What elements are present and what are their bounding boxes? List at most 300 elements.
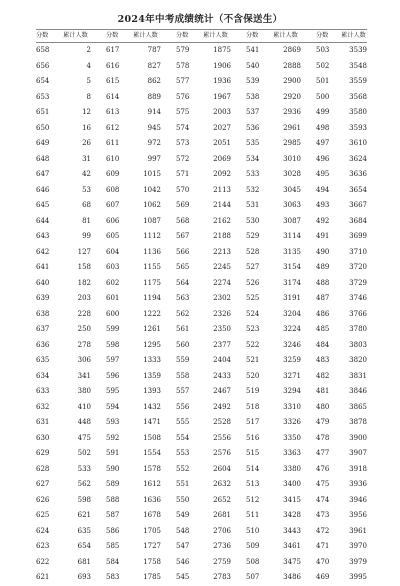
header-cumulative: 累计人数 (273, 32, 298, 39)
score-cell: 480 (316, 402, 330, 411)
score-cell: 551 (176, 480, 190, 488)
score-cell: 498 (316, 123, 330, 132)
table-row (36, 167, 367, 183)
table-row (36, 415, 367, 431)
cumulative-count-cell: 3028 (283, 170, 301, 178)
score-cell: 475 (316, 480, 330, 488)
score-cell: 656 (36, 61, 50, 70)
cumulative-count-cell: 3174 (283, 278, 301, 287)
cumulative-count-cell: 3803 (349, 340, 367, 349)
cumulative-count-cell: 1295 (143, 340, 161, 349)
score-cell: 616 (106, 61, 120, 70)
score-cell: 568 (176, 216, 190, 225)
score-cell: 499 (316, 108, 330, 116)
score-cell: 557 (176, 387, 190, 395)
table-row (36, 524, 367, 540)
score-cell: 584 (106, 557, 120, 566)
score-cell: 637 (36, 325, 50, 333)
score-cell: 555 (176, 418, 190, 426)
cumulative-count-cell: 3918 (349, 464, 367, 473)
score-cell: 548 (176, 526, 190, 535)
cumulative-count-cell: 3400 (283, 480, 301, 488)
score-cell: 578 (176, 61, 190, 70)
cumulative-count-cell: 3154 (283, 263, 301, 271)
cumulative-count-cell: 3995 (349, 573, 367, 581)
score-cell: 486 (316, 309, 330, 318)
cumulative-count-cell: 99 (82, 232, 91, 240)
cumulative-count-cell: 2188 (213, 232, 231, 240)
table-row (36, 90, 367, 106)
header-score: 分数 (246, 32, 259, 39)
cumulative-count-cell: 2404 (213, 356, 231, 364)
cumulative-count-cell: 475 (77, 433, 91, 442)
score-cell: 490 (316, 247, 330, 256)
score-cell: 473 (316, 511, 330, 519)
score-cell: 562 (176, 309, 190, 318)
score-cell: 488 (316, 278, 330, 287)
cumulative-count-cell: 621 (77, 511, 91, 519)
score-cell: 515 (246, 449, 260, 457)
cumulative-count-cell: 3010 (283, 154, 301, 163)
score-cell: 559 (176, 356, 190, 364)
cumulative-count-cell: 1359 (143, 371, 161, 380)
cumulative-count-cell: 127 (77, 247, 91, 256)
score-cell: 497 (316, 139, 330, 147)
cumulative-count-cell: 53 (82, 185, 91, 194)
score-cell: 613 (106, 108, 120, 116)
cumulative-count-cell: 2326 (213, 309, 231, 318)
table-body (36, 43, 367, 586)
cumulative-count-cell: 889 (147, 92, 161, 101)
cumulative-count-cell: 2274 (213, 278, 231, 287)
score-cell: 540 (246, 61, 260, 70)
score-cell: 514 (246, 464, 260, 473)
score-cell: 630 (36, 433, 50, 442)
cumulative-count-cell: 2759 (213, 557, 231, 566)
cumulative-count-cell: 1636 (143, 495, 161, 504)
cumulative-count-cell: 2681 (213, 511, 231, 519)
table-row (36, 105, 367, 121)
cumulative-count-cell: 3135 (283, 247, 301, 256)
cumulative-count-cell: 2350 (213, 325, 231, 333)
score-cell: 561 (176, 325, 190, 333)
cumulative-count-cell: 2556 (213, 433, 231, 442)
score-cell: 604 (106, 247, 120, 256)
score-cell: 532 (246, 185, 260, 194)
cumulative-count-cell: 5 (86, 77, 91, 85)
header-cumulative: 累计人数 (133, 32, 158, 39)
cumulative-count-cell: 1705 (143, 526, 161, 535)
cumulative-count-cell: 2652 (213, 495, 231, 504)
score-cell: 493 (316, 201, 330, 209)
cumulative-count-cell: 3310 (283, 402, 301, 411)
table-row (36, 59, 367, 75)
score-cell: 569 (176, 201, 190, 209)
cumulative-count-cell: 1261 (143, 325, 161, 333)
cumulative-count-cell: 3114 (283, 232, 301, 240)
cumulative-count-cell: 3568 (349, 92, 367, 101)
cumulative-count-cell: 3415 (283, 495, 301, 504)
cumulative-count-cell: 3865 (349, 402, 367, 411)
score-cell: 476 (316, 464, 330, 473)
score-cell: 585 (106, 542, 120, 550)
cumulative-count-cell: 2900 (283, 77, 301, 85)
score-cell: 623 (36, 542, 50, 550)
table-row (36, 400, 367, 416)
score-cell: 527 (246, 263, 260, 271)
score-cell: 599 (106, 325, 120, 333)
cumulative-count-cell: 3294 (283, 387, 301, 395)
table-row (36, 260, 367, 276)
table-row (36, 477, 367, 493)
score-cell: 590 (106, 464, 120, 473)
score-cell: 570 (176, 185, 190, 194)
score-cell: 647 (36, 170, 50, 178)
cumulative-count-cell: 3548 (349, 61, 367, 70)
header-cumulative: 累计人数 (63, 32, 88, 39)
cumulative-count-cell: 2736 (213, 542, 231, 550)
cumulative-count-cell: 3271 (283, 371, 301, 380)
score-cell: 491 (316, 232, 330, 240)
score-cell: 564 (176, 278, 190, 287)
cumulative-count-cell: 12 (82, 108, 91, 116)
score-cell: 539 (246, 77, 260, 85)
table-row (36, 322, 367, 338)
score-cell: 552 (176, 464, 190, 473)
cumulative-count-cell: 654 (77, 542, 91, 550)
cumulative-count-cell: 3878 (349, 418, 367, 426)
score-cell: 609 (106, 170, 120, 178)
cumulative-count-cell: 3580 (349, 108, 367, 116)
score-cell: 502 (316, 61, 330, 70)
cumulative-count-cell: 68 (82, 201, 91, 209)
cumulative-count-cell: 693 (77, 573, 91, 581)
cumulative-count-cell: 182 (77, 278, 91, 287)
cumulative-count-cell: 3363 (283, 449, 301, 457)
cumulative-count-cell: 2069 (213, 154, 231, 163)
score-cell: 587 (106, 511, 120, 519)
header-score: 分数 (176, 32, 189, 39)
cumulative-count-cell: 3970 (349, 542, 367, 550)
cumulative-count-cell: 3746 (349, 294, 367, 302)
score-cell: 588 (106, 495, 120, 504)
table-row (36, 229, 367, 245)
score-cell: 521 (246, 356, 260, 364)
table-header (36, 30, 367, 42)
score-cell: 503 (316, 46, 330, 54)
cumulative-count-cell: 2869 (283, 46, 301, 54)
score-cell: 628 (36, 464, 50, 473)
table-row (36, 508, 367, 524)
score-cell: 605 (106, 232, 120, 240)
score-cell: 635 (36, 356, 50, 364)
score-cell: 496 (316, 154, 330, 163)
score-cell: 482 (316, 371, 330, 380)
score-cell: 494 (316, 185, 330, 194)
score-cell: 594 (106, 402, 120, 411)
cumulative-count-cell: 1155 (143, 263, 161, 271)
score-cell: 528 (246, 247, 260, 256)
cumulative-count-cell: 1612 (143, 480, 161, 488)
cumulative-count-cell: 2162 (213, 216, 231, 225)
cumulative-count-cell: 2985 (283, 139, 301, 147)
cumulative-count-cell: 1432 (143, 402, 161, 411)
score-cell: 484 (316, 340, 330, 349)
score-cell: 597 (106, 356, 120, 364)
header-score: 分数 (36, 32, 49, 39)
score-cell: 611 (106, 139, 120, 147)
cumulative-count-cell: 1042 (143, 185, 161, 194)
table-row (36, 431, 367, 447)
cumulative-count-cell: 598 (77, 495, 91, 504)
cumulative-count-cell: 1727 (143, 542, 161, 550)
score-cell: 534 (246, 154, 260, 163)
table-row (36, 152, 367, 168)
cumulative-count-cell: 1508 (143, 433, 161, 442)
score-cell: 651 (36, 108, 50, 116)
score-cell: 469 (316, 573, 330, 581)
score-cell: 529 (246, 232, 260, 240)
score-cell: 638 (36, 309, 50, 318)
cumulative-count-cell: 787 (147, 46, 161, 54)
table-row (36, 276, 367, 292)
score-cell: 634 (36, 371, 50, 380)
cumulative-count-cell: 1175 (143, 278, 161, 287)
cumulative-count-cell: 997 (147, 154, 161, 163)
table-row (36, 555, 367, 571)
score-cell: 622 (36, 557, 50, 566)
score-cell: 481 (316, 387, 330, 395)
cumulative-count-cell: 26 (82, 139, 91, 147)
score-cell: 579 (176, 46, 190, 54)
cumulative-count-cell: 42 (82, 170, 91, 178)
cumulative-count-cell: 3259 (283, 356, 301, 364)
score-cell: 646 (36, 185, 50, 194)
score-cell: 483 (316, 356, 330, 364)
score-cell: 606 (106, 216, 120, 225)
score-cell: 644 (36, 216, 50, 225)
cumulative-count-cell: 3380 (283, 464, 301, 473)
score-cell: 531 (246, 201, 260, 209)
score-cell: 553 (176, 449, 190, 457)
score-cell: 650 (36, 123, 50, 132)
score-cell: 621 (36, 573, 50, 581)
score-cell: 567 (176, 232, 190, 240)
document-title: 2024年中考成绩统计（不含保送生） (117, 14, 283, 25)
score-cell: 573 (176, 139, 190, 147)
cumulative-count-cell: 972 (147, 139, 161, 147)
cumulative-count-cell: 3443 (283, 526, 301, 535)
score-cell: 558 (176, 371, 190, 380)
cumulative-count-cell: 2 (86, 46, 91, 54)
score-cell: 642 (36, 247, 50, 256)
cumulative-count-cell: 2936 (283, 108, 301, 116)
score-cell: 471 (316, 542, 330, 550)
table-row (36, 446, 367, 462)
cumulative-count-cell: 306 (77, 356, 91, 364)
score-cell: 624 (36, 526, 50, 535)
score-cell: 608 (106, 185, 120, 194)
score-cell: 530 (246, 216, 260, 225)
score-cell: 593 (106, 418, 120, 426)
cumulative-count-cell: 2302 (213, 294, 231, 302)
score-cell: 610 (106, 154, 120, 163)
cumulative-count-cell: 3820 (349, 356, 367, 364)
score-cell: 586 (106, 526, 120, 535)
table-row (36, 183, 367, 199)
score-cell: 472 (316, 526, 330, 535)
cumulative-count-cell: 2632 (213, 480, 231, 488)
cumulative-count-cell: 3246 (283, 340, 301, 349)
cumulative-count-cell: 533 (77, 464, 91, 473)
score-cell: 574 (176, 123, 190, 132)
cumulative-count-cell: 562 (77, 480, 91, 488)
cumulative-count-cell: 4 (86, 61, 91, 70)
cumulative-count-cell: 278 (77, 340, 91, 349)
header-score: 分数 (316, 32, 329, 39)
cumulative-count-cell: 1554 (143, 449, 161, 457)
table-row (36, 384, 367, 400)
score-cell: 595 (106, 387, 120, 395)
cumulative-count-cell: 8 (86, 92, 91, 101)
score-cell: 572 (176, 154, 190, 163)
cumulative-count-cell: 3636 (349, 170, 367, 178)
table-row (36, 214, 367, 230)
score-cell: 556 (176, 402, 190, 411)
cumulative-count-cell: 3610 (349, 139, 367, 147)
cumulative-count-cell: 3979 (349, 557, 367, 566)
cumulative-count-cell: 1015 (143, 170, 161, 178)
cumulative-count-cell: 2144 (213, 201, 231, 209)
cumulative-count-cell: 1333 (143, 356, 161, 364)
score-cell: 474 (316, 495, 330, 504)
header-cumulative: 累计人数 (203, 32, 228, 39)
cumulative-count-cell: 2003 (213, 108, 231, 116)
score-cell: 513 (246, 480, 260, 488)
cumulative-count-cell: 1222 (143, 309, 161, 318)
cumulative-count-cell: 1906 (213, 61, 231, 70)
cumulative-count-cell: 3224 (283, 325, 301, 333)
score-cell: 639 (36, 294, 50, 302)
cumulative-count-cell: 681 (77, 557, 91, 566)
score-cell: 636 (36, 340, 50, 349)
cumulative-count-cell: 410 (77, 402, 91, 411)
score-cell: 512 (246, 495, 260, 504)
score-cell: 643 (36, 232, 50, 240)
table-row (36, 369, 367, 385)
score-cell: 549 (176, 511, 190, 519)
cumulative-count-cell: 3559 (349, 77, 367, 85)
score-cell: 600 (106, 309, 120, 318)
score-cell: 501 (316, 77, 330, 85)
cumulative-count-cell: 2888 (283, 61, 301, 70)
score-cell: 518 (246, 402, 260, 411)
score-cell: 654 (36, 77, 50, 85)
score-cell: 524 (246, 309, 260, 318)
table-row (36, 74, 367, 90)
cumulative-count-cell: 3428 (283, 511, 301, 519)
cumulative-count-cell: 341 (77, 371, 91, 380)
score-cell: 554 (176, 433, 190, 442)
cumulative-count-cell: 380 (77, 387, 91, 395)
score-cell: 477 (316, 449, 330, 457)
score-cell: 612 (106, 123, 120, 132)
cumulative-count-cell: 2377 (213, 340, 231, 349)
cumulative-count-cell: 3045 (283, 185, 301, 194)
cumulative-count-cell: 2604 (213, 464, 231, 473)
score-cell: 607 (106, 201, 120, 209)
score-cell: 526 (246, 278, 260, 287)
cumulative-count-cell: 1194 (143, 294, 161, 302)
score-cell: 602 (106, 278, 120, 287)
cumulative-count-cell: 827 (147, 61, 161, 70)
score-cell: 536 (246, 123, 260, 132)
score-cell: 547 (176, 542, 190, 550)
cumulative-count-cell: 2961 (283, 123, 301, 132)
score-cell: 640 (36, 278, 50, 287)
cumulative-count-cell: 3063 (283, 201, 301, 209)
table-row (36, 291, 367, 307)
cumulative-count-cell: 3766 (349, 309, 367, 318)
score-cell: 576 (176, 92, 190, 101)
score-cell: 550 (176, 495, 190, 504)
score-cell: 658 (36, 46, 50, 54)
score-cell: 627 (36, 480, 50, 488)
score-cell: 545 (176, 573, 190, 581)
score-cell: 537 (246, 108, 260, 116)
score-cell: 495 (316, 170, 330, 178)
score-cell: 492 (316, 216, 330, 225)
cumulative-count-cell: 203 (77, 294, 91, 302)
cumulative-count-cell: 3729 (349, 278, 367, 287)
score-cell: 519 (246, 387, 260, 395)
cumulative-count-cell: 158 (77, 263, 91, 271)
score-cell: 653 (36, 92, 50, 101)
cumulative-count-cell: 16 (82, 123, 91, 132)
cumulative-count-cell: 228 (77, 309, 91, 318)
cumulative-count-cell: 3780 (349, 325, 367, 333)
cumulative-count-cell: 2092 (213, 170, 231, 178)
table-row (36, 493, 367, 509)
score-cell: 507 (246, 573, 260, 581)
cumulative-count-cell: 3326 (283, 418, 301, 426)
cumulative-count-cell: 2783 (213, 573, 231, 581)
cumulative-count-cell: 2706 (213, 526, 231, 535)
cumulative-count-cell: 3624 (349, 154, 367, 163)
score-cell: 516 (246, 433, 260, 442)
score-cell: 525 (246, 294, 260, 302)
score-cell: 592 (106, 433, 120, 442)
cumulative-count-cell: 1785 (143, 573, 161, 581)
cumulative-count-cell: 3350 (283, 433, 301, 442)
score-cell: 546 (176, 557, 190, 566)
score-cell: 509 (246, 542, 260, 550)
cumulative-count-cell: 3907 (349, 449, 367, 457)
score-cell: 641 (36, 263, 50, 271)
table-row (36, 136, 367, 152)
score-cell: 541 (246, 46, 260, 54)
score-cell: 560 (176, 340, 190, 349)
score-cell: 633 (36, 387, 50, 395)
cumulative-count-cell: 1967 (213, 92, 231, 101)
table-row (36, 353, 367, 369)
score-cell: 489 (316, 263, 330, 271)
cumulative-count-cell: 635 (77, 526, 91, 535)
cumulative-count-cell: 1087 (143, 216, 161, 225)
cumulative-count-cell: 1471 (143, 418, 161, 426)
score-cell: 479 (316, 418, 330, 426)
cumulative-count-cell: 2245 (213, 263, 231, 271)
